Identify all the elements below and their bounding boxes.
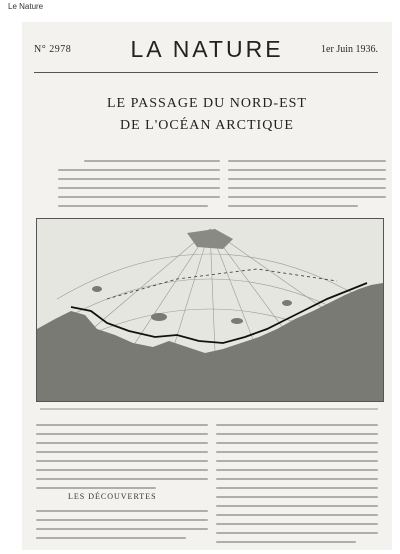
page-header xyxy=(22,36,392,72)
source-label: Le Nature xyxy=(8,2,44,11)
section-heading: LES DÉCOUVERTES xyxy=(68,492,157,501)
article-title-line-1: LE PASSAGE DU NORD-EST xyxy=(106,96,307,111)
header-rule xyxy=(34,72,378,73)
figure-caption-line xyxy=(40,408,378,410)
document-page xyxy=(22,22,392,550)
island-mark xyxy=(231,318,243,324)
island-mark xyxy=(92,286,102,292)
arctic-map-svg xyxy=(37,219,383,401)
arctic-map-figure xyxy=(36,218,384,402)
island-mark xyxy=(151,313,167,321)
issue-number: N° 2978 xyxy=(34,44,72,55)
article-title-line-2: DE L'OCÉAN ARCTIQUE xyxy=(120,118,294,133)
issue-date: 1er Juin 1936. xyxy=(321,44,378,55)
masthead: LA NATURE xyxy=(130,36,284,62)
island-mark xyxy=(282,300,292,306)
